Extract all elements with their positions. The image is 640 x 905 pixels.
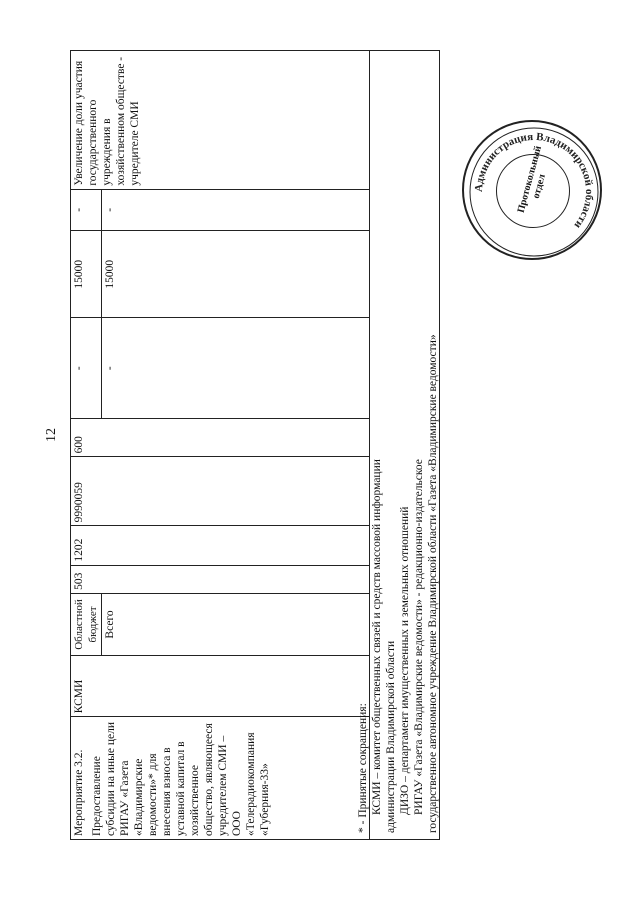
notes-line: КСМИ – комитет общественных связей и средств массовой информации [371, 459, 383, 815]
val3b-cell: - [102, 189, 370, 230]
event-text: Предоставление субсидии на иные цели РИГАУ «Газета «Владимирские ведомости»* для внесения взноса в уставной капитал в хозяйственное общество, являющееся учредителем СМИ – ООО «Телерадиокомпания «Губерния-33» [91, 722, 271, 836]
notes-line: РИГАУ «Газета «Владимирские ведомости» - редакционно-издательское [413, 459, 425, 815]
event-cell [71, 717, 370, 840]
total-cell: Всего [102, 593, 370, 655]
official-stamp [462, 120, 602, 260]
val3-cell: - [71, 189, 102, 230]
val2b-cell: 15000 [102, 231, 370, 318]
val1-cell: - [71, 318, 102, 418]
notes-line: ДИЗО – департамент имущественных и земельных отношений [399, 506, 411, 815]
code1-cell: 503 [71, 565, 370, 593]
code2-cell: 1202 [71, 526, 370, 565]
notes-line: администрации Владимирской области [385, 640, 397, 833]
notes-title: * - Принятые сокращения: [357, 703, 369, 833]
stamp-inner-text: Протокольный отдел [515, 144, 548, 214]
executor-cell: КСМИ [71, 656, 370, 717]
page-number: 12 [44, 428, 59, 442]
stamp-outer-text: Администрация Владимирской области [472, 130, 596, 231]
source-cell: Областной бюджет [71, 593, 102, 655]
code3-cell: 9990059 [71, 457, 370, 526]
result-cell: Увеличение доли участия государственного учреждения в хозяйственном обществе - учредителе СМИ [71, 51, 370, 190]
val1b-cell: - [102, 318, 370, 418]
val2-cell: 15000 [71, 231, 102, 318]
rotated-sheet [70, 50, 440, 840]
abbreviations-note [354, 50, 440, 840]
event-label: Мероприятие 3.2. [73, 749, 85, 836]
notes-line: государственное автономное учреждение Владимирской области «Газета «Владимирские ведомости» [427, 334, 439, 833]
code4-cell: 600 [71, 418, 370, 456]
activity-table [70, 50, 370, 840]
